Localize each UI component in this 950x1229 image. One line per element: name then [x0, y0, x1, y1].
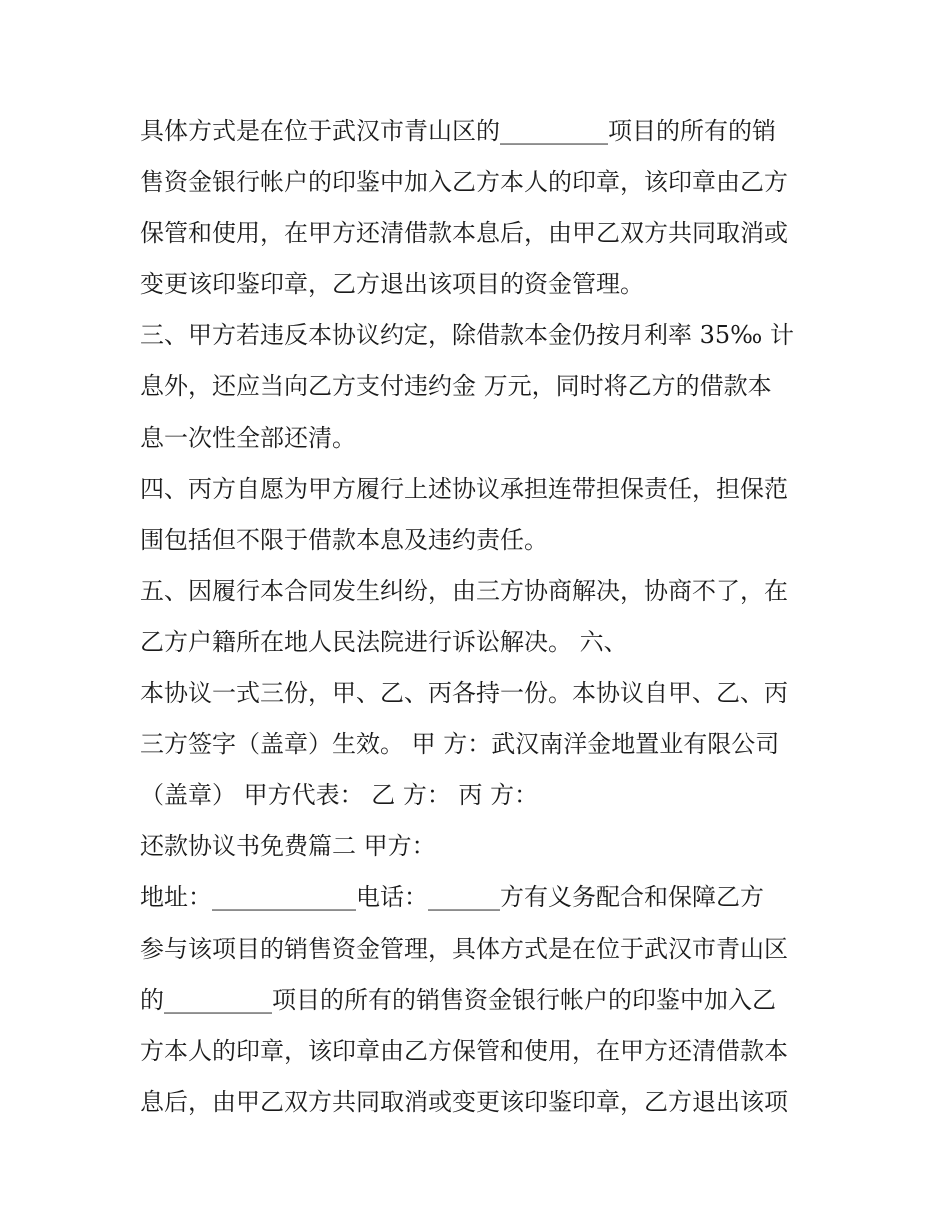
document-body — [140, 106, 820, 1128]
text-line: （盖章） 甲方代表： 乙 方： 丙 方： — [140, 781, 539, 810]
text-line: 具体方式是在位于武汉市青山区的_________项目的所有的销 — [140, 117, 776, 145]
text-line: 地址：____________电话：______方有义务配合和保障乙方 — [140, 883, 764, 912]
text-line: 五、因履行本合同发生纠纷，由三方协商解决，协商不了，在 — [140, 576, 788, 605]
text-line: 息后，由甲乙双方共同取消或变更该印鉴印章，乙方退出该项 — [140, 1087, 788, 1116]
text-line: 的_________项目的所有的销售资金银行帐户的印鉴中加入乙 — [140, 985, 776, 1014]
text-line: 本协议一式三份，甲、乙、丙各持一份。本协议自甲、乙、丙 — [140, 679, 788, 708]
text-line: 三、甲方若违反本协议约定，除借款本金仍按月利率 35‰ 计 — [140, 321, 794, 350]
text-line: 围包括但不限于借款本息及违约责任。 — [140, 525, 548, 554]
text-line: 四、丙方自愿为甲方履行上述协议承担连带担保责任，担保范 — [140, 474, 788, 503]
section-heading: 还款协议书免费篇二 甲方： — [140, 832, 436, 861]
text-line: 售资金银行帐户的印鉴中加入乙方本人的印章，该印章由乙方 — [140, 168, 788, 197]
text-line: 三方签字（盖章）生效。 甲 方：武汉南洋金地置业有限公司 — [140, 730, 780, 759]
text-line: 保管和使用，在甲方还清借款本息后，由甲乙双方共同取消或 — [140, 219, 788, 248]
text-line: 息外，还应当向乙方支付违约金 万元，同时将乙方的借款本 — [140, 372, 772, 401]
text-line: 息一次性全部还清。 — [140, 423, 356, 452]
text-line: 参与该项目的销售资金管理，具体方式是在位于武汉市青山区 — [140, 934, 788, 963]
text-line: 方本人的印章，该印章由乙方保管和使用，在甲方还清借款本 — [140, 1036, 788, 1065]
text-line: 乙方户籍所在地人民法院进行诉讼解决。 六、 — [140, 627, 628, 656]
text-line: 变更该印鉴印章，乙方退出该项目的资金管理。 — [140, 270, 644, 299]
